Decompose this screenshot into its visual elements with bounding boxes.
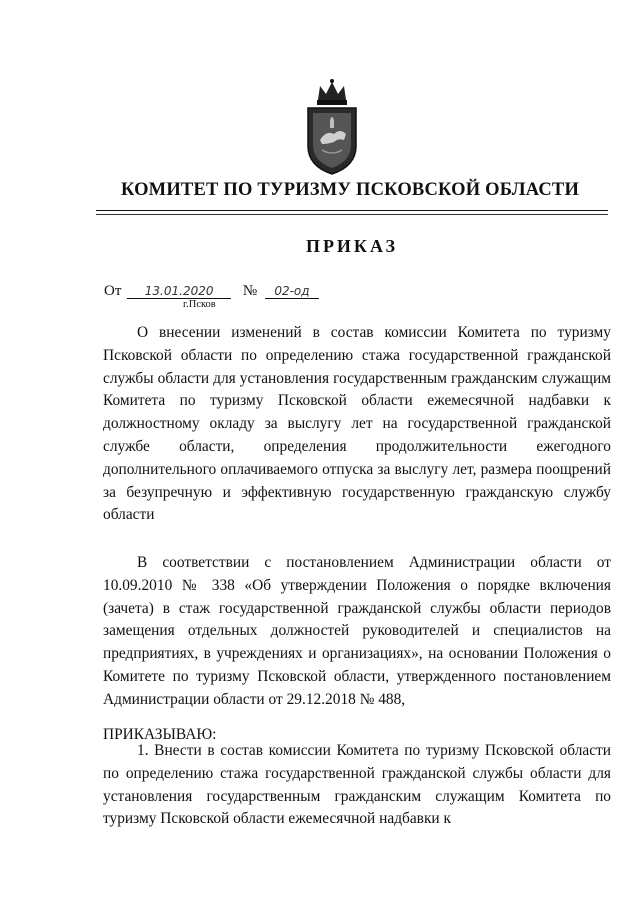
document-date-number-line xyxy=(104,283,319,300)
order-title-paragraph: О внесении изменений в состав комиссии Комитета по туризму Псковской области по определению стажа государственной гражданской службы области для установления государственным гражданским служащим Комитета по туризму Псковской области ежемесячной надбавки к должностному окладу за выслугу лет на государственной гражданской службе области, определения продолжительности ежегодного дополнительного оплачиваемого отпуска за выслугу лет, размера поощрений за безупречную и эффективную государственную гражданскую службу области xyxy=(103,324,611,524)
organization-title: КОМИТЕТ ПО ТУРИЗМУ ПСКОВСКОЙ ОБЛАСТИ xyxy=(120,180,580,200)
coat-of-arms-icon xyxy=(300,78,364,178)
header-divider-thin xyxy=(96,214,608,215)
handwritten-number: 02-од xyxy=(265,284,319,299)
order-word: ПРИКАЗЫВАЮ: xyxy=(103,726,217,743)
city-label: г.Псков xyxy=(183,299,216,310)
legal-basis-paragraph: В соответствии с постановлением Администрации области от 10.09.2010 № 338 «Об утверждении Положения о порядке включения (зачета) в стаж государственной гражданской службы области периодов замещения отдельных должностей руководителей и специалистов на предприятиях, в учреждениях и организациях», на основании Положения о Комитете по туризму Псковской области, утвержденного постановлением Администрации области от 29.12.2018 № 488, xyxy=(103,554,611,708)
order-item-1: 1. Внести в состав комиссии Комитета по туризму Псковской области по определению стажа государственной гражданской службы области для установления государственным гражданским служащим Комитета по туризму Псковской области ежемесячной надбавки к xyxy=(103,742,611,828)
from-label: От xyxy=(104,283,122,299)
header-divider xyxy=(96,210,608,211)
document-type-heading: ПРИКАЗ xyxy=(305,236,399,256)
number-label: № xyxy=(242,283,258,299)
handwritten-date: 13.01.2020 xyxy=(127,284,231,299)
